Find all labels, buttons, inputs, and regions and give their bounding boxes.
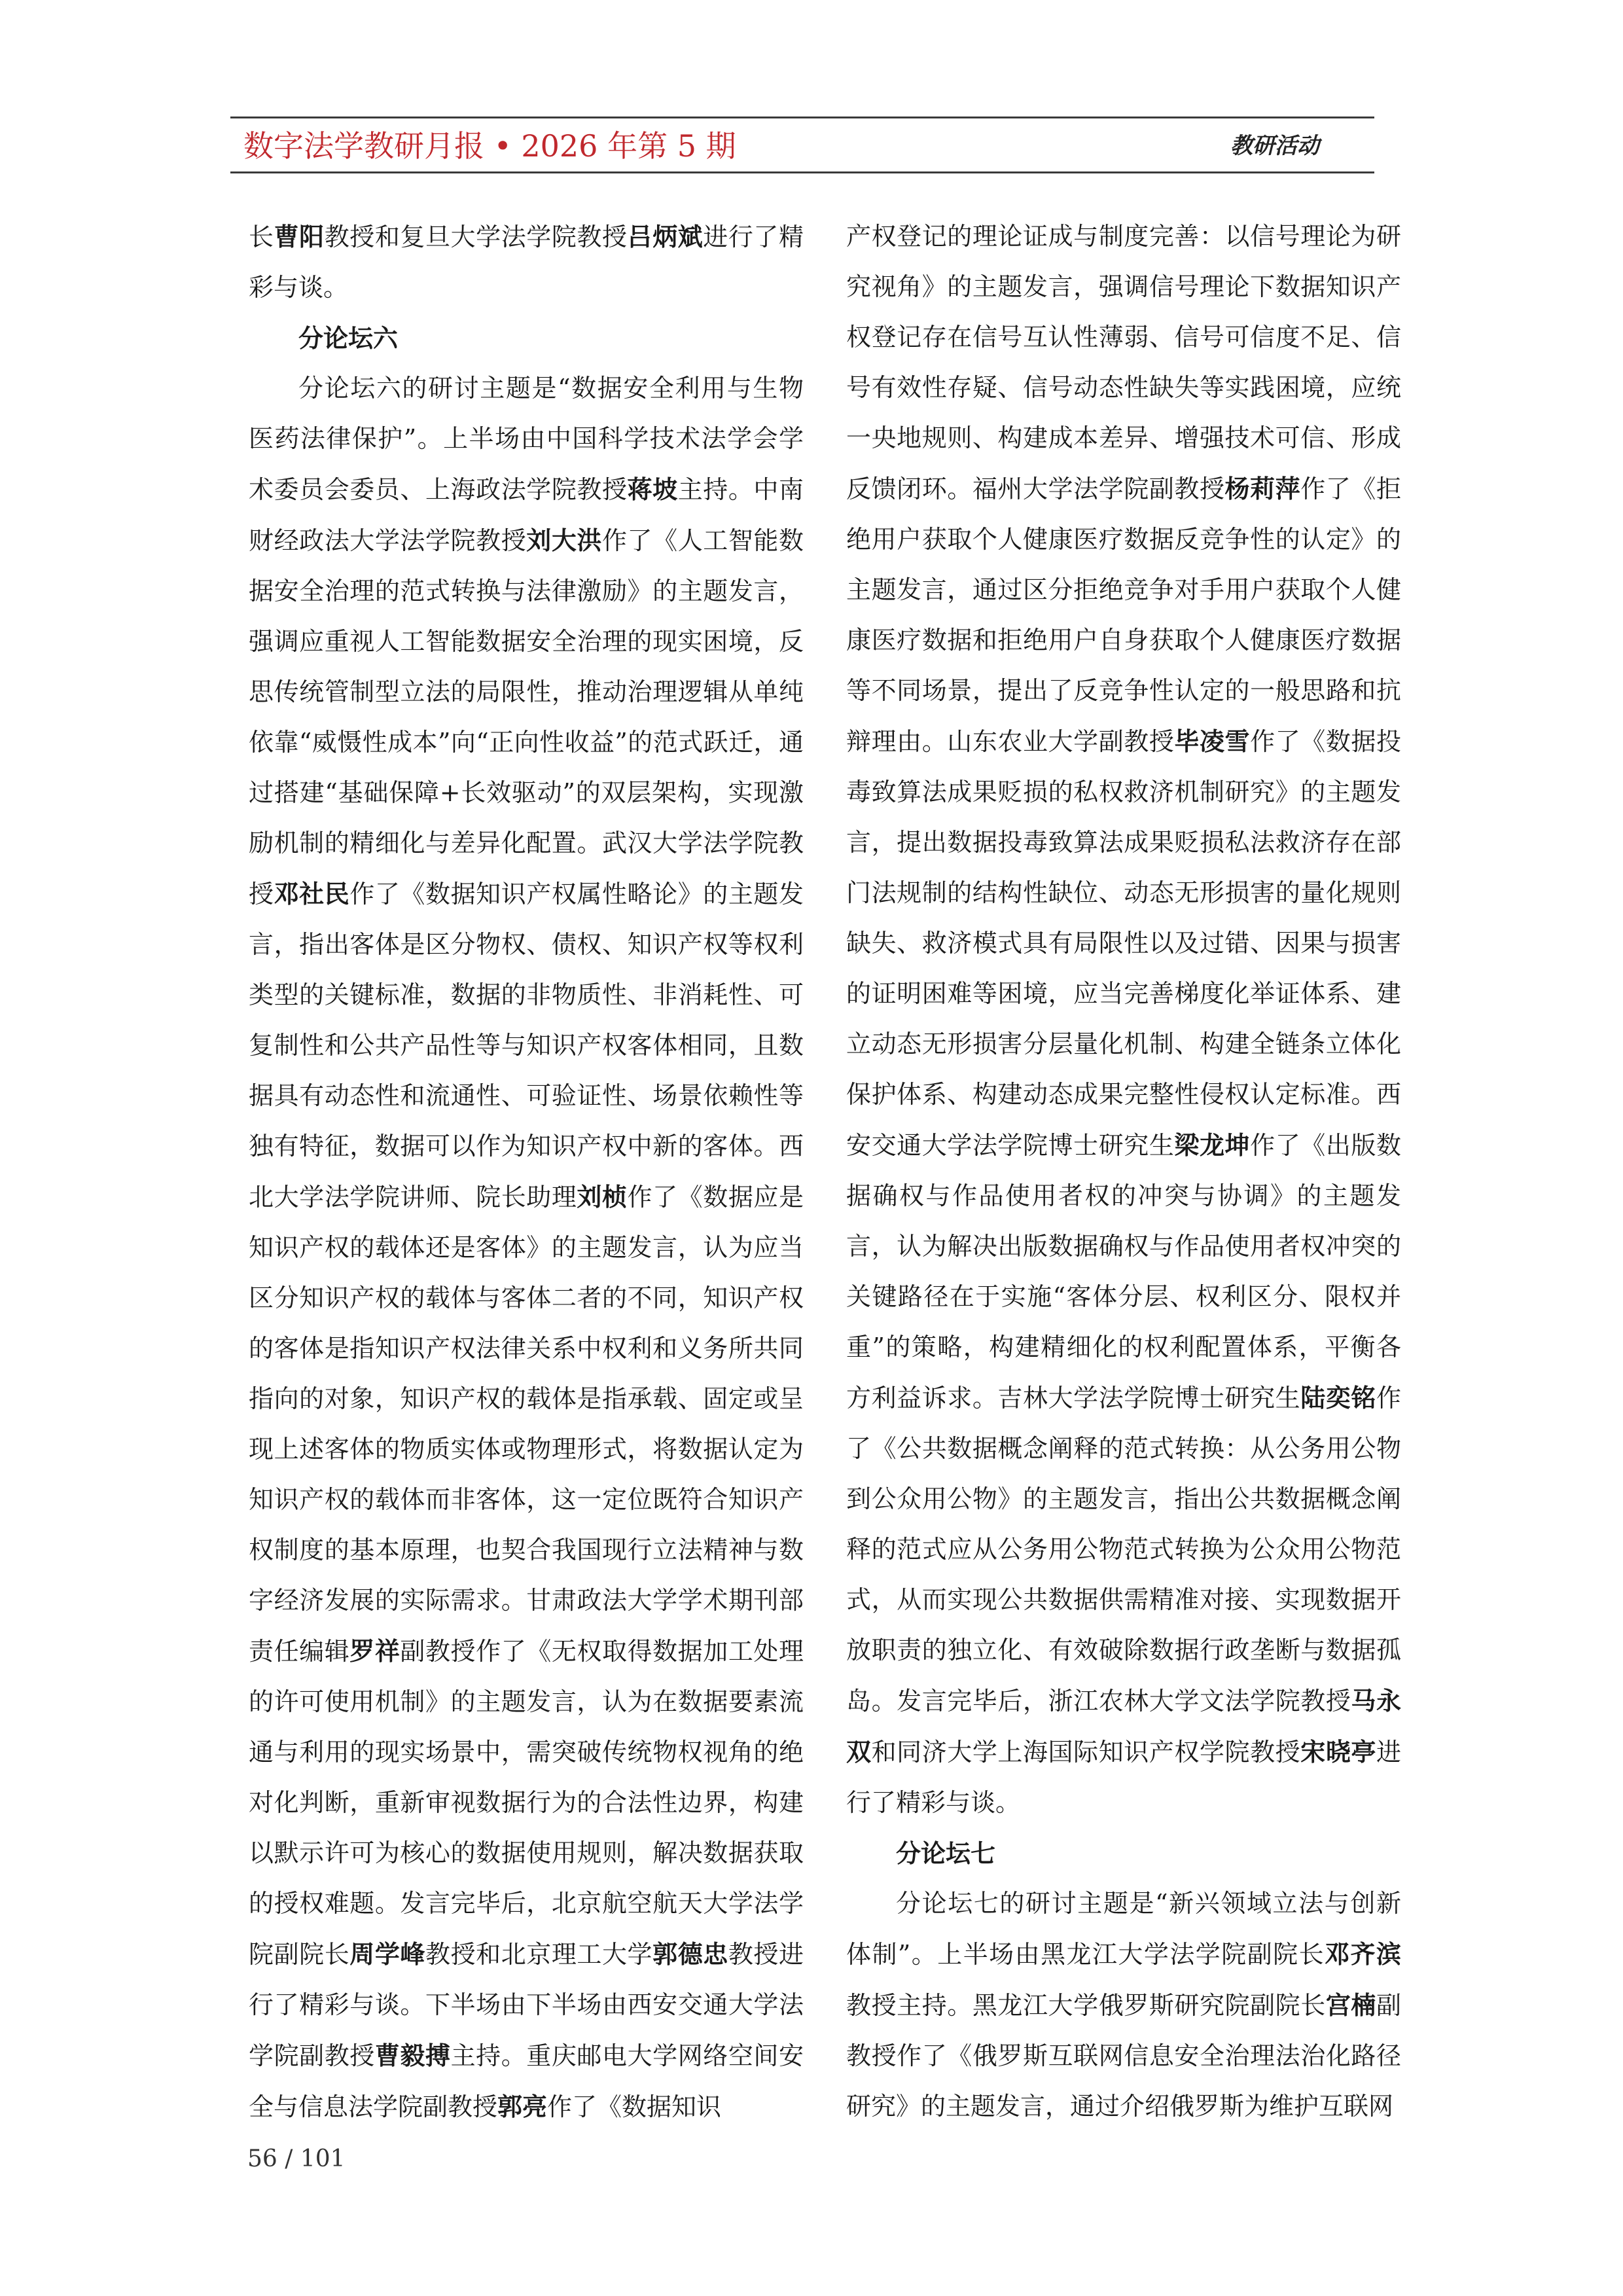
page-number: 56 / 101 bbox=[247, 2145, 346, 2172]
person-name: 周学峰 bbox=[349, 1939, 425, 1969]
journal-title: 数字法学教研月报 • 2026 年第 5 期 bbox=[243, 128, 736, 164]
person-name: 马永双 bbox=[846, 1686, 1401, 1767]
paragraph-forum5-ending: 长曹阳教授和复旦大学法学院教授吕炳斌进行了精彩与谈。 bbox=[249, 222, 804, 302]
person-name: 郭亮 bbox=[497, 2092, 548, 2121]
paragraph-forum7: 分论坛七的研讨主题是“新兴领域立法与创新体制”。上半场由黑龙江大学法学院副院长邓齐滨教授主持。黑龙江大学俄罗斯研究院副院长宫楠副教授作了《俄罗斯互联网信息安全治理法治化路径研究》的主题发言，通过介绍俄罗斯为维护互联网 bbox=[846, 1889, 1401, 2121]
section-heading-forum7: 分论坛七 bbox=[896, 1839, 996, 1868]
person-name: 罗祥 bbox=[349, 1636, 401, 1666]
person-name: 邓社民 bbox=[274, 879, 350, 908]
person-name: 郭德忠 bbox=[652, 1939, 728, 1969]
section-heading-forum6: 分论坛六 bbox=[298, 323, 399, 353]
paragraph-forum6: 分论坛六的研讨主题是“数据安全利用与生物医药法律保护”。上半场由中国科学技术法学会学术委员会委员、上海政法学院教授蒋坡主持。中南财经政法大学法学院教授刘大洪作了《人工智能数据安全治理的范式转换与法律激励》的主题发言，强调应重视人工智能数据安全治理的现实困境，反思传统管制型立法的局限性，推动治理逻辑从单纯依靠“威慑性成本”向“正向性收益”的范式跃迁，通过搭建“基础保障+长效驱动”的双层架构，实现激励机制的精细化与差异化配置。武汉大学法学院教授邓社民作了《数据知识产权属性略论》的主题发言，指出客体是区分物权、债权、知识产权等权利类型的关键标准，数据的非物质性、非消耗性、可复制性和公共产品性等与知识产权客体相同，且数据具有动态性和流通性、可验证性、场景依赖性等独有特征，数据可以作为知识产权中新的客体。西北大学法学院讲师、院长助理刘桢作了《数据应是知识产权的载体还是客体》的主题发言，认为应当区分知识产权的载体与客体二者的不同，知识产权的客体是指知识产权法律关系中权利和义务所共同指向的对象，知识产权的载体是指承载、固定或呈现上述客体的物质实体或物理形式，将数据认定为知识产权的载体而非客体，这一定位既符合知识产权制度的基本原理，也契合我国现行立法精神与数字经济发展的实际需求。甘肃政法大学学术期刊部责任编辑罗祥副教授作了《无权取得数据加工处理的许可使用机制》的主题发言，认为在数据要素流通与利用的现实场景中，需突破传统物权视角的绝对化判断，重新审视数据行为的合法性边界，构建以默示许可为核心的数据使用规则，解决数据获取的授权难题。发言完毕后，北京航空航天大学法学院副院长周学峰教授和北京理工大学郭德忠教授进行了精彩与谈。下半场由下半场由西安交通大学法学院副教授曹毅搏主持。重庆邮电大学网络空间安全与信息法学院副教授郭亮作了《数据知识 bbox=[249, 374, 804, 2121]
person-name: 蒋坡 bbox=[627, 475, 678, 504]
person-name: 邓齐滨 bbox=[1325, 1939, 1401, 1969]
paragraph-forum6-continued: 产权登记的理论证成与制度完善：以信号理论为研究视角》的主题发言，强调信号理论下数据知识产权登记存在信号互认性薄弱、信号可信度不足、信号有效性存疑、信号动态性缺失等实践困境，应统一央地规则、构建成本差异、增强技术可信、形成反馈闭环。福州大学法学院副教授杨莉萍作了《拒绝用户获取个人健康医疗数据反竞争性的认定》的主题发言，通过区分拒绝竞争对手用户获取个人健康医疗数据和拒绝用户自身获取个人健康医疗数据等不同场景，提出了反竞争性认定的一般思路和抗辩理由。山东农业大学副教授毕凌雪作了《数据投毒致算法成果贬损的私权救济机制研究》的主题发言，提出数据投毒致算法成果贬损私法救济存在部门法规制的结构性缺位、动态无形损害的量化规则缺失、救济模式具有局限性以及过错、因果与损害的证明困难等困境，应当完善梯度化举证体系、建立动态无形损害分层量化机制、构建全链条立体化保护体系、构建动态成果完整性侵权认定标准。西安交通大学法学院博士研究生梁龙坤作了《出版数据确权与作品使用者权的冲突与协调》的主题发言，认为解决出版数据确权与作品使用者权冲突的关键路径在于实施“客体分层、权利区分、限权并重”的策略，构建精细化的权利配置体系，平衡各方利益诉求。吉林大学法学院博士研究生陆奕铭作了《公共数据概念阐释的范式转换：从公务用公物到公众用公物》的主题发言，指出公共数据概念阐释的范式应从公务用公物范式转换为公众用公物范式，从而实现公共数据供需精准对接、实现数据开放职责的独立化、有效破除数据行政垄断与数据孤岛。发言完毕后，浙江农林大学文法学院教授马永双和同济大学上海国际知识产权学院教授宋晓亭进行了精彩与谈。 bbox=[846, 222, 1401, 1817]
left-column bbox=[249, 211, 804, 2132]
person-name: 毕凌雪 bbox=[1174, 726, 1251, 756]
person-name: 杨莉萍 bbox=[1224, 474, 1301, 503]
person-name: 刘桢 bbox=[577, 1182, 628, 1211]
section-label: 教研活动 bbox=[1230, 133, 1319, 159]
header-top-rule bbox=[230, 117, 1374, 118]
person-name: 梁龙坤 bbox=[1174, 1130, 1251, 1160]
person-name: 宫楠 bbox=[1325, 1990, 1376, 2020]
person-name: 陆奕铭 bbox=[1300, 1383, 1376, 1412]
person-name: 刘大洪 bbox=[526, 526, 602, 555]
person-name: 曹毅搏 bbox=[374, 2041, 451, 2070]
person-name: 吕炳斌 bbox=[627, 222, 704, 251]
person-name: 曹阳 bbox=[274, 222, 325, 251]
right-column bbox=[846, 211, 1401, 2132]
person-name: 宋晓亭 bbox=[1300, 1737, 1376, 1767]
header-bottom-rule bbox=[230, 171, 1374, 173]
